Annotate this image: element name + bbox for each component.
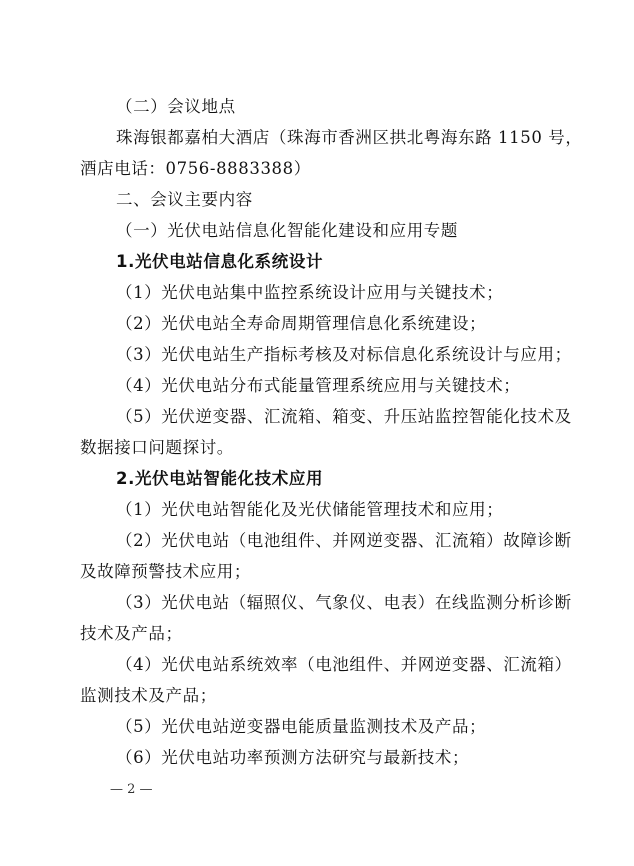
list-item: （6）光伏电站功率预测方法研究与最新技术；	[116, 748, 470, 767]
section-heading-venue: （二）会议地点	[116, 97, 236, 116]
subsection-title-informatization: 1.光伏电站信息化系统设计	[116, 252, 324, 271]
list-item-continuation: 及故障预警技术应用；	[80, 562, 251, 581]
list-item: （3）光伏电站（辐照仪、气象仪、电表）在线监测分析诊断	[116, 593, 572, 612]
list-item: （3）光伏电站生产指标考核及对标信息化系统设计与应用；	[116, 345, 572, 364]
list-item: （1）光伏电站智能化及光伏储能管理技术和应用；	[116, 500, 504, 519]
list-item: （2）光伏电站（电池组件、并网逆变器、汇流箱）故障诊断	[116, 531, 572, 550]
list-item-continuation: 监测技术及产品；	[80, 686, 217, 705]
list-item-continuation: 技术及产品；	[80, 624, 183, 643]
list-item: （5）光伏电站逆变器电能质量监测技术及产品；	[116, 717, 487, 736]
section-heading-main-content: 二、会议主要内容	[116, 190, 253, 209]
paragraph-line: 酒店电话：0756-8883388）	[80, 159, 311, 178]
page-number: — 2 —	[110, 782, 153, 797]
list-item: （1）光伏电站集中监控系统设计应用与关键技术；	[116, 283, 504, 302]
list-item: （4）光伏电站分布式能量管理系统应用与关键技术；	[116, 376, 521, 395]
paragraph-line: 珠海银都嘉柏大酒店（珠海市香洲区拱北粤海东路 1150 号，	[116, 128, 583, 147]
list-item: （5）光伏逆变器、汇流箱、箱变、升压站监控智能化技术及	[116, 407, 572, 426]
subsection-title-intelligent: 2.光伏电站智能化技术应用	[116, 469, 324, 488]
list-item-continuation: 数据接口问题探讨。	[80, 438, 234, 457]
list-item: （4）光伏电站系统效率（电池组件、并网逆变器、汇流箱）	[116, 655, 572, 674]
list-item: （2）光伏电站全寿命周期管理信息化系统建设；	[116, 314, 487, 333]
subsection-heading: （一）光伏电站信息化智能化建设和应用专题	[116, 221, 458, 240]
